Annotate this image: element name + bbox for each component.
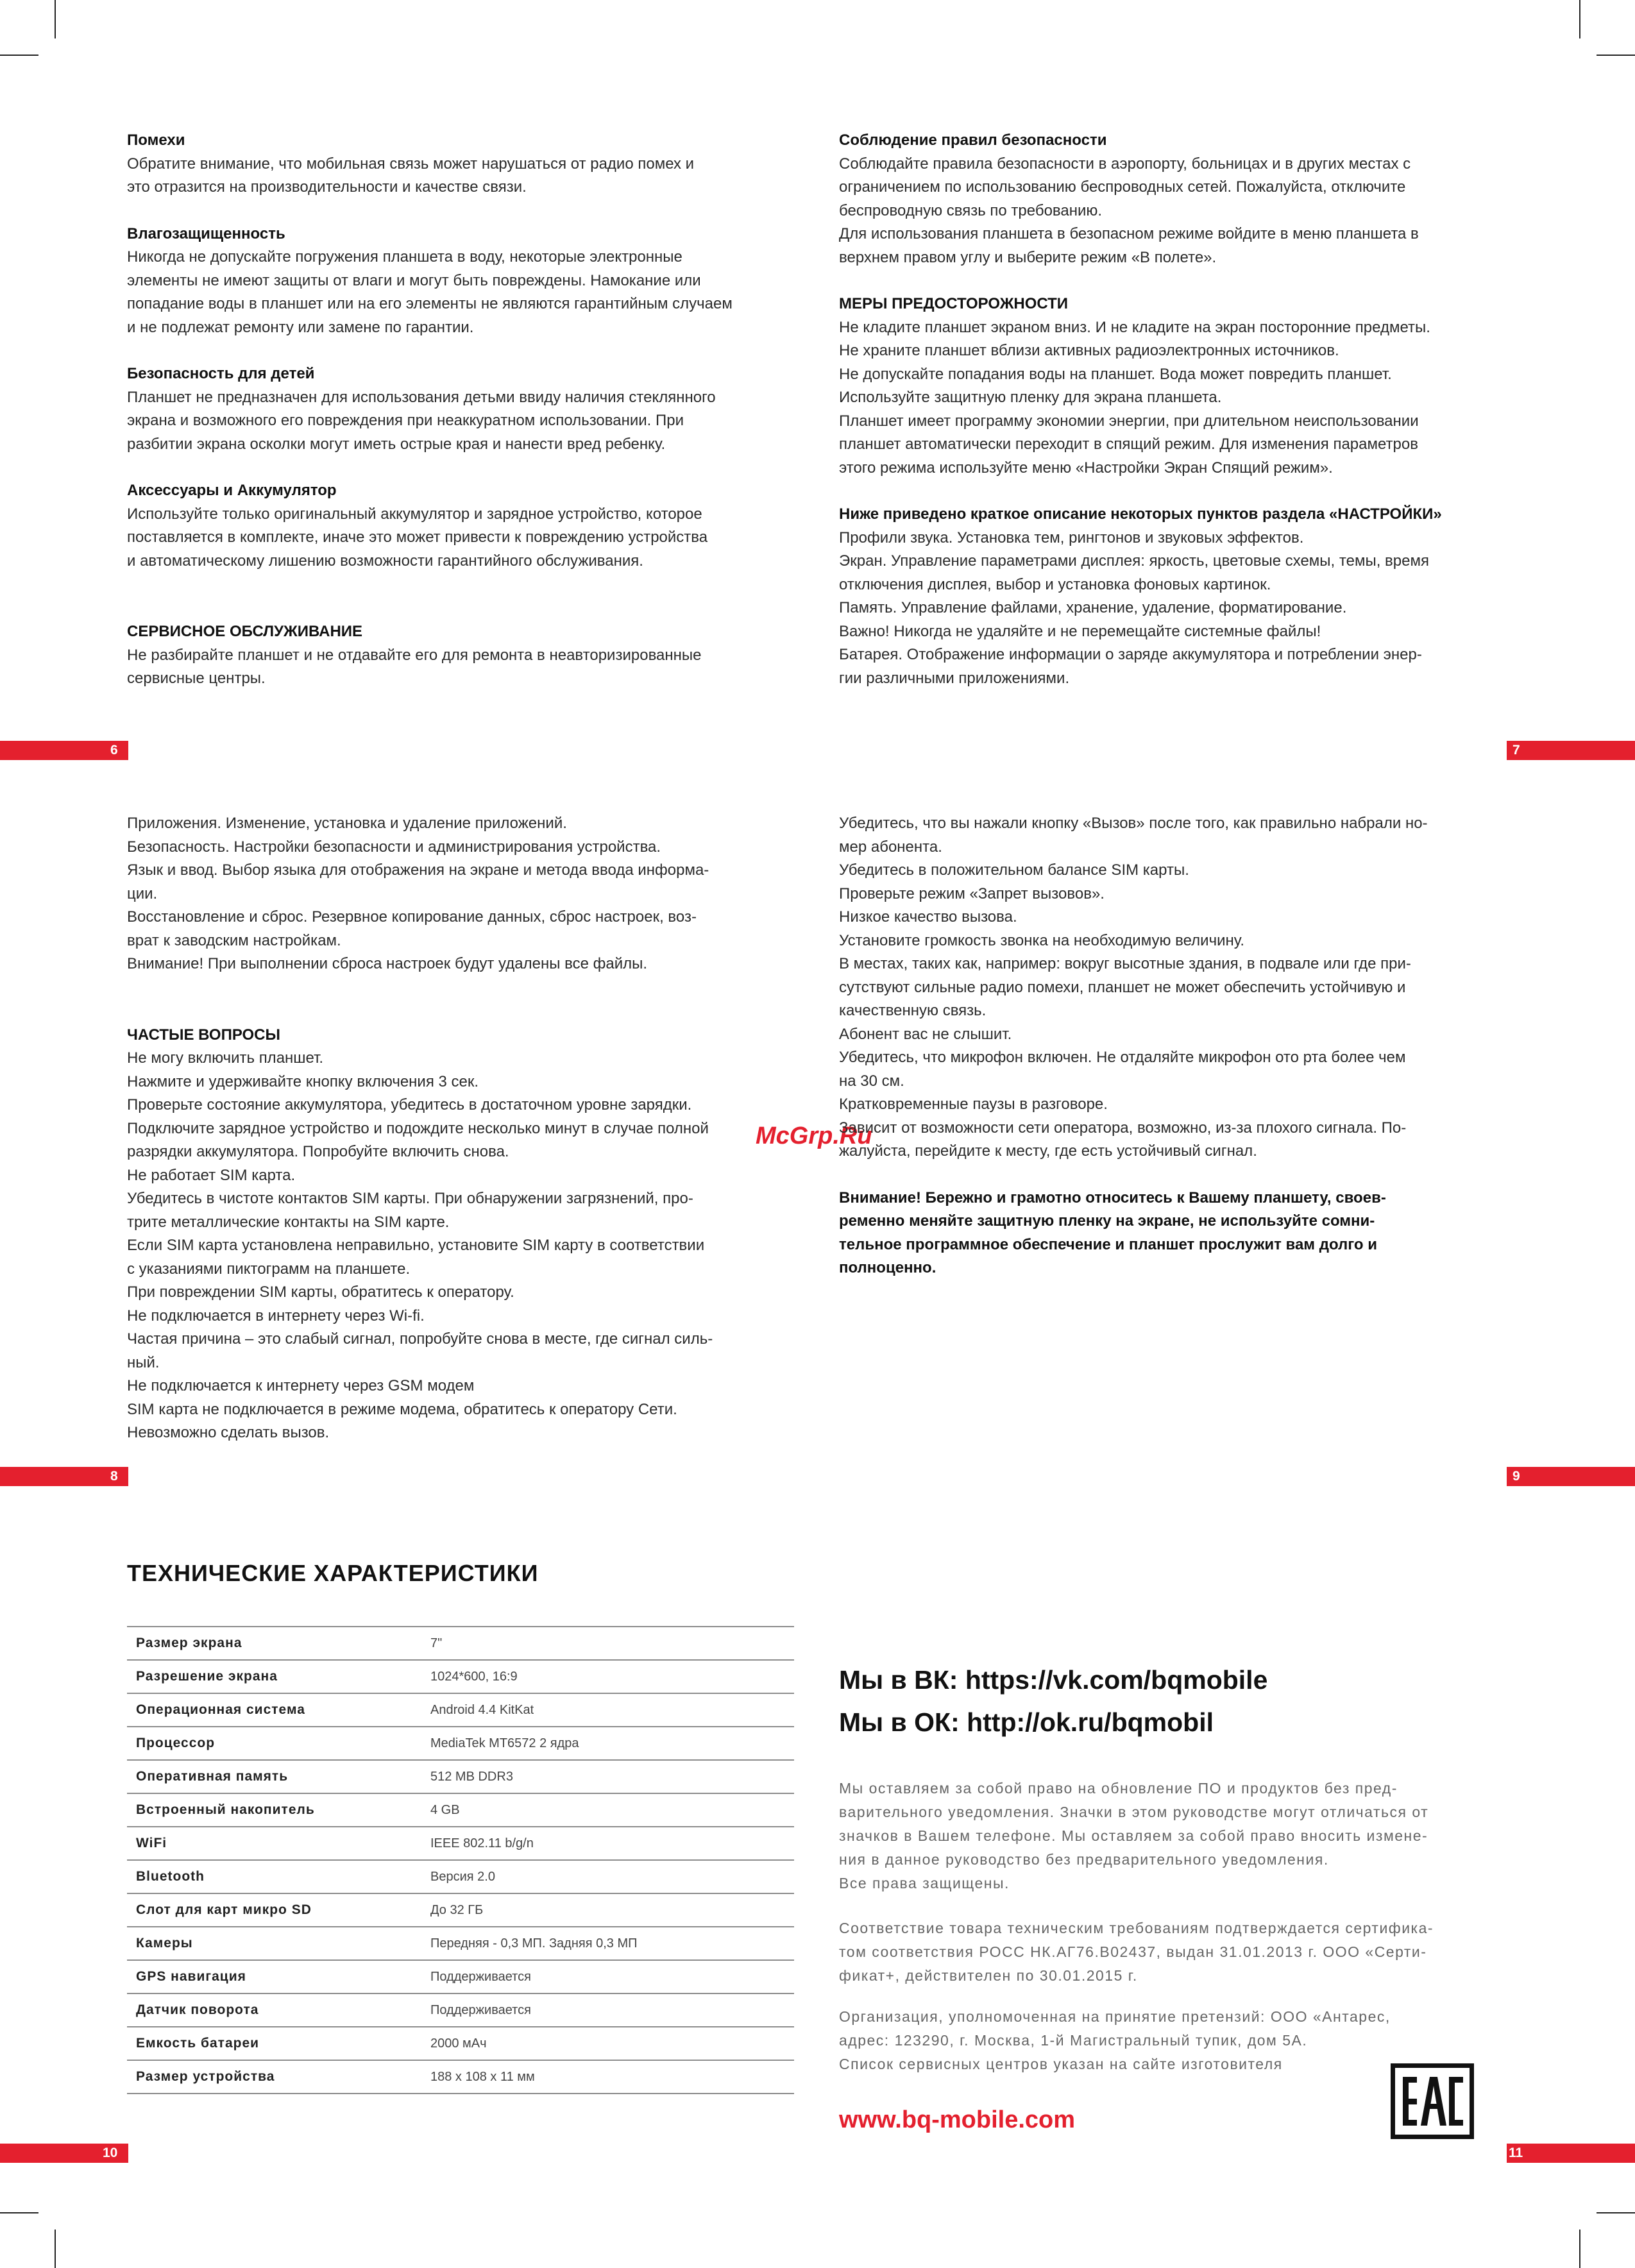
spec-key: Операционная система: [127, 1693, 421, 1727]
text-line: Невозможно сделать вызов.: [127, 1424, 330, 1441]
text-line: Зависит от возможности сети оператора, возможно, из-за плохого сигнала. По-: [839, 1119, 1407, 1137]
text-line: Не храните планшет вблизи активных радиоэлектронных источников.: [839, 342, 1339, 359]
table-row: [127, 1627, 794, 1660]
text-line: экрана и возможного его повреждения при неаккуратном использовании. При: [127, 412, 684, 429]
spec-value: 7": [421, 1627, 794, 1660]
text-line: на 30 см.: [839, 1072, 904, 1090]
text-line: значков в Вашем телефоне. Мы оставляем за собой право вносить измене-: [839, 1827, 1428, 1844]
spec-key: Размер экрана: [127, 1627, 421, 1660]
table-row: [127, 1760, 794, 1793]
legal-notice-updates: [839, 1777, 1508, 1895]
table-row: [127, 1693, 794, 1727]
text-line: Список сервисных центров указан на сайте изготовителя: [839, 2056, 1283, 2072]
text-line: том соответствия РОСС НК.АГ76.В02437, выдан 31.01.2013 г. ООО «Серти-: [839, 1943, 1427, 1960]
text-line: Планшет не предназначен для использования детьми ввиду наличия стеклянного: [127, 388, 716, 406]
page-number: 10: [103, 2145, 118, 2160]
spec-key: WiFi: [127, 1827, 421, 1860]
spec-key: Размер устройства: [127, 2060, 421, 2094]
text-line: гии различными приложениями.: [839, 669, 1070, 687]
spec-key: Встроенный накопитель: [127, 1793, 421, 1827]
table-row: [127, 1727, 794, 1760]
spec-value: 512 MB DDR3: [421, 1760, 794, 1793]
crop-mark: [1597, 55, 1635, 56]
text-line: Соблюдайте правила безопасности в аэропорту, больницах и в других местах с: [839, 155, 1411, 173]
page-number: 8: [110, 1469, 118, 1484]
spec-value: 2000 мАч: [421, 2027, 794, 2060]
section-heading: ЧАСТЫЕ ВОПРОСЫ: [127, 1026, 281, 1044]
crop-mark: [0, 2212, 38, 2213]
section-heading: Соблюдение правил безопасности: [839, 131, 1107, 149]
text-line: планшет автоматически переходит в спящий режим. Для изменения параметров: [839, 436, 1418, 453]
page9-column: [839, 812, 1508, 1280]
spec-value: Поддерживается: [421, 1993, 794, 2027]
website-link[interactable]: www.bq-mobile.com: [839, 2106, 1076, 2133]
text-line: мер абонента.: [839, 838, 942, 856]
text-line: трите металлические контакты на SIM карте.: [127, 1213, 450, 1231]
text-line: разбитии экрана осколки могут иметь острые края и нанести вред ребенку.: [127, 435, 666, 453]
text-line: ния в данное руководство без предварительного уведомления.: [839, 1851, 1329, 1868]
text-line: адрес: 123290, г. Москва, 1-й Магистральный тупик, дом 5А.: [839, 2032, 1308, 2049]
text-line: врат к заводским настройкам.: [127, 931, 341, 949]
text-line: с указаниями пиктограмм на планшете.: [127, 1260, 411, 1278]
spec-value: 1024*600, 16:9: [421, 1660, 794, 1693]
spec-value: 188 x 108 x 11 мм: [421, 2060, 794, 2094]
text-line: Низкое качество вызова.: [839, 908, 1017, 926]
text-line: качественную связь.: [839, 1002, 987, 1019]
text-line: ции.: [127, 884, 158, 902]
text-line: ный.: [127, 1353, 160, 1371]
page7-column: [839, 129, 1508, 690]
text-line: Убедитесь, что микрофон включен. Не отдаляйте микрофон ото рта более чем: [839, 1049, 1406, 1066]
specs-title: ТЕХНИЧЕСКИЕ ХАРАКТЕРИСТИКИ: [127, 1560, 539, 1586]
text-line: Экран. Управление параметрами дисплея: яркость, цветовые схемы, темы, время: [839, 552, 1429, 570]
text-line: Приложения. Изменение, установка и удаление приложений.: [127, 815, 567, 832]
text-line: Память. Управление файлами, хранение, удаление, форматирование.: [839, 599, 1347, 616]
page-number: 6: [110, 743, 118, 757]
text-line: Не разбирайте планшет и не отдавайте его для ремонта в неавторизированные: [127, 646, 702, 664]
crop-mark: [1579, 0, 1580, 38]
text-line: Не работает SIM карта.: [127, 1166, 296, 1184]
text-line: ограничением по использованию беспроводных сетей. Пожалуйста, отключите: [839, 178, 1406, 196]
section-heading: Ниже приведено краткое описание некоторых пунктов раздела «НАСТРОЙКИ»: [839, 505, 1442, 523]
text-line: Установите громкость звонка на необходимую величину.: [839, 931, 1245, 949]
section-heading: Влагозащищенность: [127, 224, 285, 242]
page-number-bar: [1507, 2144, 1635, 2163]
spec-key: Процессор: [127, 1727, 421, 1760]
spec-value: MediaTek MT6572 2 ядра: [421, 1727, 794, 1760]
text-line: Проверьте состояние аккумулятора, убедитесь в достаточном уровне зарядки.: [127, 1096, 692, 1113]
spec-key: Bluetooth: [127, 1860, 421, 1893]
section-heading: Аксессуары и Аккумулятор: [127, 482, 337, 499]
text-line: Планшет имеет программу экономии энергии, при длительном неиспользовании: [839, 412, 1419, 430]
text-line: Не кладите планшет экраном вниз. И не кладите на экран посторонние предметы.: [839, 318, 1430, 336]
table-row: [127, 1927, 794, 1960]
text-line: Мы оставляем за собой право на обновление ПО и продуктов без пред-: [839, 1780, 1398, 1797]
text-line: Если SIM карта установлена неправильно, установите SIM карту в соответствии: [127, 1237, 705, 1254]
spec-key: Емкость батареи: [127, 2027, 421, 2060]
table-row: [127, 1827, 794, 1860]
section-heading: СЕРВИСНОЕ ОБСЛУЖИВАНИЕ: [127, 623, 363, 640]
watermark: McGrp.Ru: [756, 1122, 872, 1149]
text-line: фикат+, действителен по 30.01.2015 г.: [839, 1967, 1138, 1984]
text-line: Язык и ввод. Выбор языка для отображения на экране и метода ввода информа-: [127, 861, 709, 879]
text-line: Все права защищены.: [839, 1875, 1010, 1891]
text-line: SIM карта не подключается в режиме модема, обратитесь к оператору Сети.: [127, 1400, 677, 1418]
text-line: Используйте защитную пленку для экрана планшета.: [839, 389, 1222, 406]
spec-value: Поддерживается: [421, 1960, 794, 1993]
spec-key: Слот для карт микро SD: [127, 1893, 421, 1927]
text-line: Не могу включить планшет.: [127, 1049, 324, 1067]
text-line: разрядки аккумулятора. Попробуйте включить снова.: [127, 1143, 509, 1160]
crop-mark: [1579, 2230, 1580, 2268]
text-line: Никогда не допускайте погружения планшета в воду, некоторые электронные: [127, 248, 682, 266]
page8-column: [127, 812, 794, 1445]
table-row: [127, 1960, 794, 1993]
text-line: отключения дисплея, выбор и установка фоновых картинок.: [839, 575, 1271, 593]
text-line: Важно! Никогда не удаляйте и не перемещайте системные файлы!: [839, 622, 1321, 640]
spec-key: Датчик поворота: [127, 1993, 421, 2027]
spec-key: Оперативная память: [127, 1760, 421, 1793]
ok-link[interactable]: Мы в ОК: http://ok.ru/bqmobil: [839, 1707, 1214, 1737]
text-line: При повреждении SIM карты, обратитесь к оператору.: [127, 1283, 514, 1301]
text-line: Не допускайте попадания воды на планшет. Вода может повредить планшет.: [839, 365, 1392, 383]
text-line: Подключите зарядное устройство и подождите несколько минут в случае полной: [127, 1119, 709, 1137]
text-line: поставляется в комплекте, иначе это может привести к повреждению устройства: [127, 529, 708, 546]
section-heading: Помехи: [127, 131, 185, 149]
table-row: [127, 1793, 794, 1827]
table-row: [127, 2027, 794, 2060]
section-heading: Безопасность для детей: [127, 365, 315, 382]
text-line: Внимание! При выполнении сброса настроек будут удалены все файлы.: [127, 955, 648, 972]
text-line: Не подключается к интернету через GSM модем: [127, 1377, 475, 1394]
text-line: Восстановление и сброс. Резервное копирование данных, сброс настроек, воз-: [127, 908, 697, 926]
section-heading: МЕРЫ ПРЕДОСТОРОЖНОСТИ: [839, 295, 1069, 312]
text-line: сутствуют сильные радио помехи, планшет не может обеспечить устойчивую и: [839, 978, 1406, 996]
text-line: Обратите внимание, что мобильная связь может нарушаться от радио помех и: [127, 155, 695, 173]
text-line: Безопасность. Настройки безопасности и администрирования устройства.: [127, 838, 661, 856]
text-line: и не подлежат ремонту или замене по гарантии.: [127, 318, 474, 336]
page6-column: [127, 129, 794, 691]
text-line: Убедитесь в положительном балансе SIM карты.: [839, 861, 1189, 879]
spec-key: GPS навигация: [127, 1960, 421, 1993]
page-number: 9: [1512, 1469, 1520, 1484]
warning-line: тельное программное обеспечение и планшет прослужит вам долго и: [839, 1235, 1378, 1253]
table-row: [127, 1860, 794, 1893]
specs-table: [127, 1626, 794, 2094]
text-line: элементы не имеют защиты от влаги и могут быть повреждены. Намокание или: [127, 271, 701, 289]
text-line: этого режима используйте меню «Настройки Экран Спящий режим».: [839, 459, 1333, 477]
text-line: беспроводную связь по требованию.: [839, 201, 1103, 219]
vk-link[interactable]: Мы в ВК: https://vk.com/bqmobile: [839, 1665, 1268, 1695]
text-line: Кратковременные паузы в разговоре.: [839, 1096, 1108, 1113]
text-line: жалуйста, перейдите к месту, где есть устойчивый сигнал.: [839, 1142, 1257, 1160]
text-line: это отразится на производительности и качестве связи.: [127, 178, 527, 196]
warning-line: Внимание! Бережно и грамотно относитесь к Вашему планшету, своев-: [839, 1189, 1386, 1206]
text-line: верхнем правом углу и выберите режим «В полете».: [839, 248, 1217, 266]
text-line: и автоматическому лишению возможности гарантийного обслуживания.: [127, 552, 643, 570]
crop-mark: [55, 0, 56, 38]
table-row: [127, 2060, 794, 2094]
text-line: Батарея. Отображение информации о заряде аккумулятора и потреблении энер-: [839, 646, 1422, 663]
crop-mark: [0, 55, 38, 56]
legal-notice-certificate: [839, 1917, 1508, 1988]
text-line: В местах, таких как, например: вокруг высотные здания, в подвале или где при-: [839, 955, 1411, 972]
text-line: Соответствие товара техническим требованиям подтверждается сертифика-: [839, 1920, 1434, 1936]
table-row: [127, 1993, 794, 2027]
page-number-bar: [1507, 741, 1635, 760]
text-line: Организация, уполномоченная на принятие претензий: ООО «Антарес,: [839, 2008, 1391, 2025]
text-line: Частая причина – это слабый сигнал, попробуйте снова в месте, где сигнал силь-: [127, 1330, 713, 1348]
text-line: варительного уведомления. Значки в этом руководстве могут отличаться от: [839, 1804, 1429, 1820]
text-line: Проверьте режим «Запрет вызовов».: [839, 884, 1105, 902]
page-number-bar: [1507, 1467, 1635, 1486]
warning-line: полноценно.: [839, 1259, 936, 1276]
spec-value: До 32 ГБ: [421, 1893, 794, 1927]
spec-key: Разрешение экрана: [127, 1660, 421, 1693]
text-line: Абонент вас не слышит.: [839, 1025, 1012, 1043]
page-number-bar: [0, 1467, 128, 1486]
spec-value: 4 GB: [421, 1793, 794, 1827]
spec-value: Передняя - 0,3 МП. Задняя 0,3 МП: [421, 1927, 794, 1960]
text-line: Используйте только оригинальный аккумулятор и зарядное устройство, которое: [127, 505, 702, 523]
text-line: Нажмите и удерживайте кнопку включения 3 сек.: [127, 1072, 479, 1090]
spec-key: Камеры: [127, 1927, 421, 1960]
table-row: [127, 1893, 794, 1927]
crop-mark: [1597, 2212, 1635, 2213]
text-line: Для использования планшета в безопасном режиме войдите в меню планшета в: [839, 225, 1419, 242]
spec-value: Android 4.4 KitKat: [421, 1693, 794, 1727]
text-line: сервисные центры.: [127, 670, 266, 687]
page-number: 7: [1512, 743, 1520, 757]
text-line: Не подключается в интернету через Wi-fi.: [127, 1307, 425, 1324]
page-number: 11: [1509, 2145, 1523, 2160]
spec-value: Версия 2.0: [421, 1860, 794, 1893]
text-line: Профили звука. Установка тем, рингтонов и звуковых эффектов.: [839, 529, 1304, 546]
text-line: Убедитесь, что вы нажали кнопку «Вызов» после того, как правильно набрали но-: [839, 815, 1428, 832]
crop-mark: [55, 2230, 56, 2268]
spec-value: IEEE 802.11 b/g/n: [421, 1827, 794, 1860]
table-row: [127, 1660, 794, 1693]
eac-mark-icon: [1391, 2063, 1474, 2139]
warning-line: ременно меняйте защитную пленку на экране, не используйте сомни-: [839, 1212, 1375, 1230]
text-line: попадание воды в планшет или на его элементы не являются гарантийным случаем: [127, 295, 733, 312]
text-line: Убедитесь в чистоте контактов SIM карты. При обнаружении загрязнений, про-: [127, 1190, 693, 1207]
page-number-bar: [0, 741, 128, 760]
